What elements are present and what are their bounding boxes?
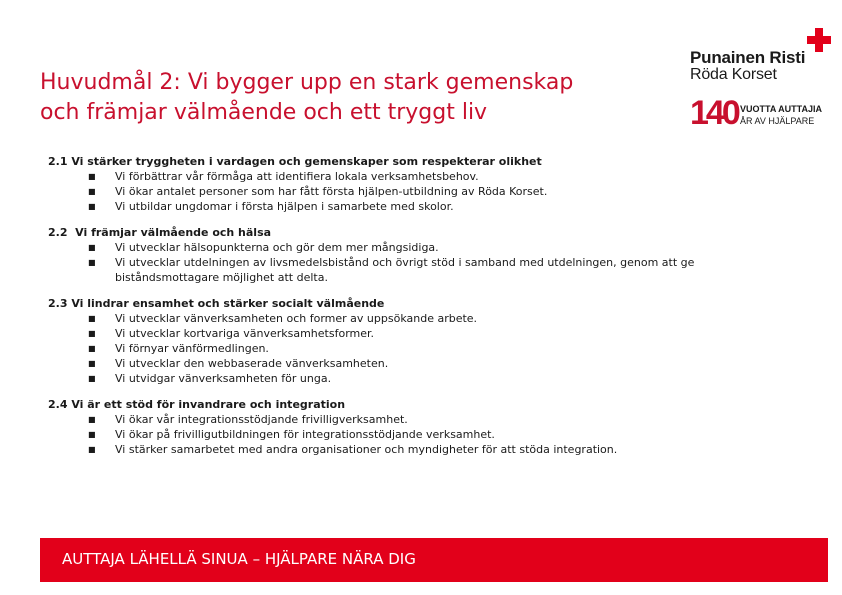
bullet-icon: ■ bbox=[88, 172, 96, 181]
logo-name-fi: Punainen Risti bbox=[690, 48, 806, 67]
list-item: ■ Vi stärker samarbetet med andra organisationer och myndigheter för att stöda integration. bbox=[88, 443, 618, 456]
section-2-3 bbox=[48, 296, 808, 386]
bullet-icon: ■ bbox=[88, 344, 96, 353]
anniversary-tagline-fi: VUOTTA AUTTAJIA bbox=[740, 104, 822, 114]
footer-slogan: AUTTAJA LÄHELLÄ SINUA – HJÄLPARE NÄRA DIG bbox=[62, 550, 416, 568]
section-2-2 bbox=[48, 225, 808, 285]
list-item: ■ Vi förbättrar vår förmåga att identifiera lokala verksamhetsbehov. bbox=[88, 170, 479, 183]
anniversary-tagline-sv: ÅR AV HJÄLPARE bbox=[740, 116, 815, 126]
logo-name-sv: Röda Korset bbox=[690, 66, 777, 83]
goal-content bbox=[48, 154, 808, 468]
bullet-icon: ■ bbox=[88, 187, 96, 196]
list-item: ■ Vi utvecklar hälsopunkterna och gör dem mer mångsidiga. bbox=[88, 241, 439, 254]
bullet-icon: ■ bbox=[88, 359, 96, 368]
list-item: ■ Vi utvecklar kortvariga vänverksamhetsformer. bbox=[88, 327, 375, 340]
footer-banner bbox=[40, 538, 828, 582]
page-title bbox=[40, 68, 573, 128]
bullet-icon: ■ bbox=[88, 430, 96, 439]
list-item: ■ Vi förnyar vänförmedlingen. bbox=[88, 342, 269, 355]
list-item: ■ Vi utvidgar vänverksamheten för unga. bbox=[88, 372, 332, 385]
list-item: ■ Vi utvecklar vänverksamheten och former av uppsökande arbete. bbox=[88, 312, 478, 325]
bullet-icon: ■ bbox=[88, 258, 96, 267]
bullet-icon: ■ bbox=[88, 202, 96, 211]
section-heading: 2.3 Vi lindrar ensamhet och stärker socialt välmående bbox=[48, 297, 385, 310]
bullet-list bbox=[48, 240, 808, 285]
section-2-1 bbox=[48, 154, 808, 214]
title-line-2: och främjar välmående och ett tryggt liv bbox=[40, 100, 488, 125]
section-heading: 2.2 Vi främjar välmående och hälsa bbox=[48, 226, 272, 239]
bullet-icon: ■ bbox=[88, 445, 96, 454]
red-cross-logo bbox=[690, 28, 835, 138]
bullet-icon: ■ bbox=[88, 314, 96, 323]
bullet-icon: ■ bbox=[88, 415, 96, 424]
section-heading: 2.1 Vi stärker tryggheten i vardagen och gemenskaper som respekterar olikhet bbox=[48, 155, 542, 168]
bullet-icon: ■ bbox=[88, 329, 96, 338]
list-item: ■ Vi ökar på frivilligutbildningen för integrationsstödjande verksamhet. bbox=[88, 428, 495, 441]
section-heading: 2.4 Vi är ett stöd för invandrare och integration bbox=[48, 398, 346, 411]
bullet-list bbox=[48, 412, 808, 457]
bullet-list bbox=[48, 169, 808, 214]
anniversary-number: 140 bbox=[690, 94, 738, 132]
list-item: ■ Vi utvecklar utdelningen av livsmedelsbistånd och övrigt stöd i samband med utdelningen, genom att ge biståndsmottagare möjlighet att delta. bbox=[88, 256, 695, 284]
list-item: ■ Vi utvecklar den webbaserade vänverksamheten. bbox=[88, 357, 389, 370]
red-cross-icon bbox=[807, 28, 831, 52]
bullet-icon: ■ bbox=[88, 243, 96, 252]
list-item: ■ Vi utbildar ungdomar i första hjälpen i samarbete med skolor. bbox=[88, 200, 454, 213]
bullet-icon: ■ bbox=[88, 374, 96, 383]
title-line-1: Huvudmål 2: Vi bygger upp en stark gemenskap bbox=[40, 70, 574, 95]
section-2-4 bbox=[48, 397, 808, 457]
list-item: ■ Vi ökar antalet personer som har fått första hjälpen-utbildning av Röda Korset. bbox=[88, 185, 548, 198]
list-item: ■ Vi ökar vår integrationsstödjande frivilligverksamhet. bbox=[88, 413, 408, 426]
bullet-list bbox=[48, 311, 808, 386]
